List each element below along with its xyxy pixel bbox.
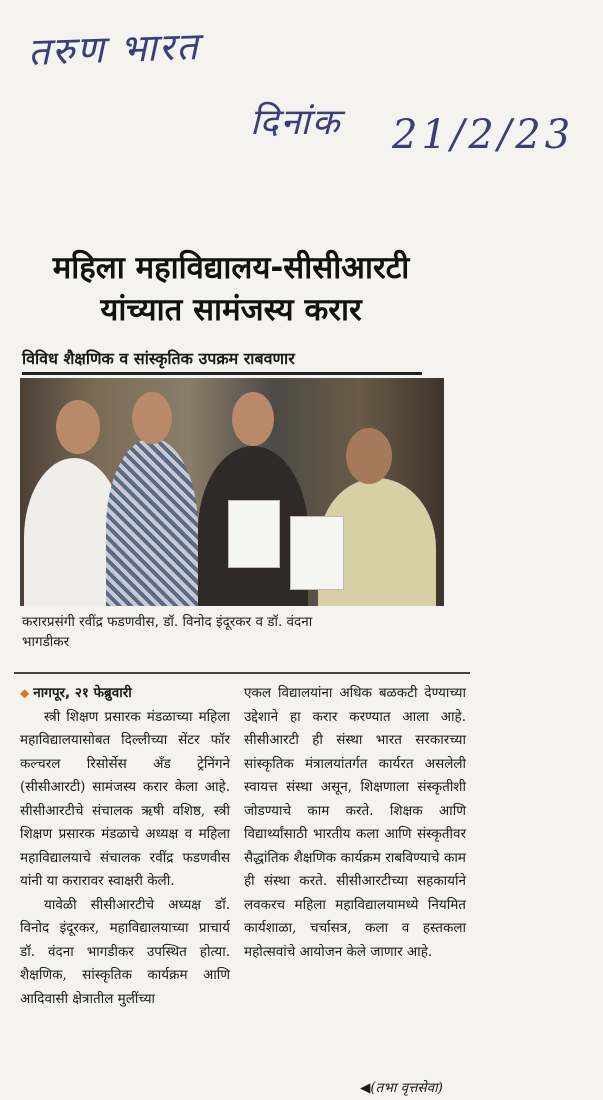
handwritten-date-label: दिनांक [250,102,342,143]
article-column-1 [20,682,230,1011]
headline-line-1: महिला महाविद्यालय-सीसीआरटी [52,250,410,286]
bullet-icon: ◆ [20,686,30,700]
article-photo [20,378,444,606]
handwritten-paper-name: तरुण भारत [27,24,201,74]
dateline [20,682,230,706]
headline-line-2: यांच्यात सामंजस्य करार [100,292,362,328]
article-column-2 [244,682,466,964]
divider [14,672,470,674]
photo-caption: करारप्रसंगी रवींद्र फडणवीस, डॉ. विनोद इंदूरकर व डॉ. वंदना भागडीकर [22,614,313,650]
photo-person-2-head [132,392,172,444]
body-paragraph: यावेळी सीसीआरटीचे अध्यक्ष डॉ. विनोद इंदूरकर, महाविद्यालयाच्या प्राचार्य डॉ. वंदना भागडीकर उपस्थित होत्या. शैक्षणिक, सांस्कृतिक कार्यक्रम आणि आदिवासी क्षेत्रातील मुलींच्या [20,896,230,1007]
photo-person-2 [106,438,198,606]
photo-agreement-document-2 [290,516,344,590]
news-credit: ◀(तभा वृत्तसेवा) [360,1080,443,1096]
body-paragraph: स्त्री शिक्षण प्रसारक मंडळाच्या महिला महाविद्यालयासोबत दिल्लीच्या सेंटर फॉर कल्चरल रिसोर्सेस अँड ट्रेनिंगने (सीसीआरटी) सामंजस्य करार केला आहे. सीसीआरटीचे संचालक ऋषी वशिष्ठ, स्त्री शिक्षण प्रसारक मंडळाचे अध्यक्ष व महिला महाविद्यालयाचे संचालक रवींद्र फडणवीस यांनी या करारावर स्वाक्षरी केली. [20,708,230,889]
photo-person-4-head [346,428,392,484]
handwritten-date: 21/2/23 [392,112,575,158]
photo-person-1-head [56,400,100,454]
photo-person-3-head [232,392,274,446]
body-paragraph: एकल विद्यालयांना अधिक बळकटी देण्याच्या उद्देशाने हा करार करण्यात आला आहे. सीसीआरटी ही संस्था भारत सरकारच्या सांस्कृतिक मंत्रालयांतर्गत कार्यरत असलेली स्वायत्त संस्था असून, शिक्षणाला संस्कृतीशी जोडण्याचे काम करते. शिक्षक आणि विद्यार्थ्यांसाठी भारतीय कला आणि संस्कृतीवर सैद्धांतिक शैक्षणिक कार्यक्रम राबविण्याचे काम ही संस्था करते. सीसीआरटीच्या सहकार्याने लवकरच महिला महाविद्यालयामध्ये नियमित कार्यशाळा, चर्चासत्र, कला व हस्तकला महोत्सवांचे आयोजन केले जाणार आहे. [244,685,466,960]
photo-agreement-document-1 [228,500,280,568]
dateline-text: नागपूर, २१ फेब्रुवारी [33,685,132,701]
subheadline: विविध शैक्षणिक व सांस्कृतिक उपक्रम राबवणार [22,347,422,375]
